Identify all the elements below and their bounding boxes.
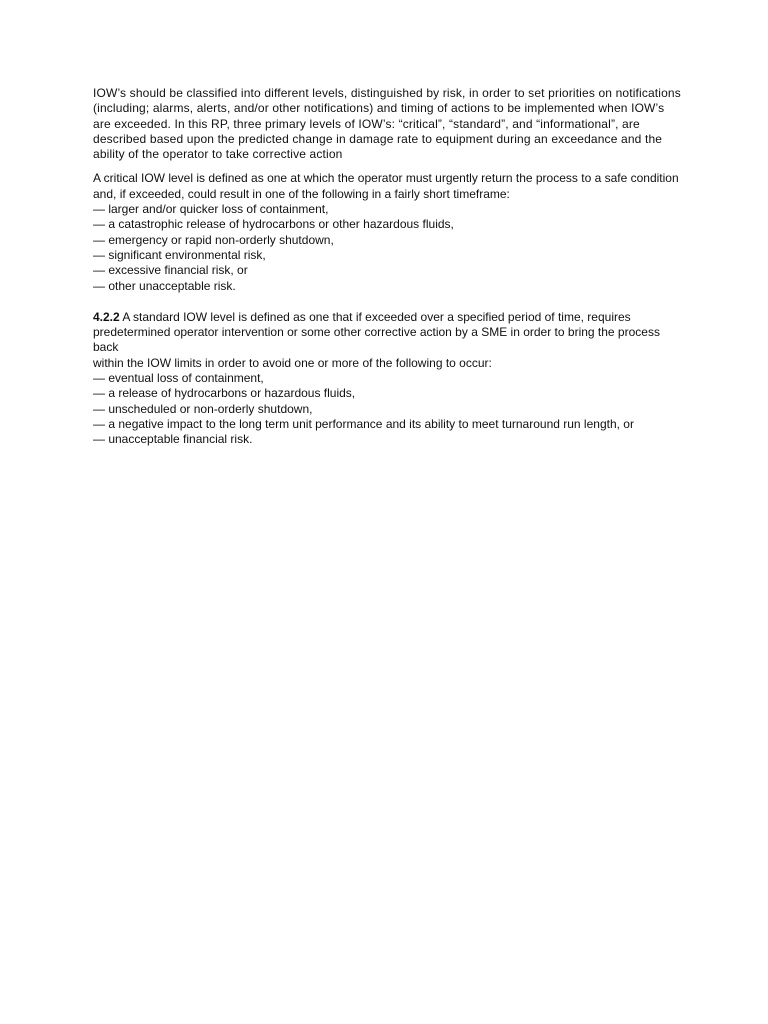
critical-list-item: — other unacceptable risk.: [93, 278, 236, 293]
critical-definition: A critical IOW level is defined as one at which the operator must urgently return the process to a safe condition: [93, 171, 679, 186]
critical-list-item: — a catastrophic release of hydrocarbons or other hazardous fluids,: [93, 217, 454, 232]
section-number: 4.2.2: [93, 309, 120, 324]
standard-definition-text: A standard IOW level is defined as one that if exceeded over a specified period of time, requires predetermined operator intervention or some other corrective action by a SME in order to bring the process back: [93, 309, 660, 355]
document-page: [93, 86, 683, 448]
standard-list-item: — a release of hydrocarbons or hazardous fluids,: [93, 386, 356, 401]
critical-list-item: — emergency or rapid non-orderly shutdown,: [93, 232, 334, 247]
critical-list-item: — larger and/or quicker loss of containment,: [93, 202, 329, 217]
standard-section: [93, 310, 683, 448]
standard-list-item: — eventual loss of containment,: [93, 371, 264, 386]
standard-list-item: — unacceptable financial risk.: [93, 432, 253, 447]
intro-paragraph: IOW’s should be classified into different levels, distinguished by risk, in order to set priorities on notifications (including; alarms, alerts, and/or other notifications) and timing of actions to be implemented when IOW’s are exceeded. In this RP, three primary levels of IOW’s: “critical”, “standard”, and “informational”, are described based upon the predicted change in damage rate to equipment during an exceedance and the ability of the operator to take corrective action: [93, 86, 681, 162]
critical-lead-in: and, if exceeded, could result in one of the following in a fairly short timeframe:: [93, 186, 510, 201]
standard-list-item: — a negative impact to the long term unit performance and its ability to meet turnaround run length, or: [93, 416, 634, 431]
standard-definition: [93, 310, 683, 356]
critical-section: [93, 171, 683, 293]
standard-lead-in: within the IOW limits in order to avoid one or more of the following to occur:: [93, 355, 492, 370]
critical-list-item: — significant environmental risk,: [93, 247, 266, 262]
critical-list-item: — excessive financial risk, or: [93, 263, 248, 278]
standard-list-item: — unscheduled or non-orderly shutdown,: [93, 401, 313, 416]
